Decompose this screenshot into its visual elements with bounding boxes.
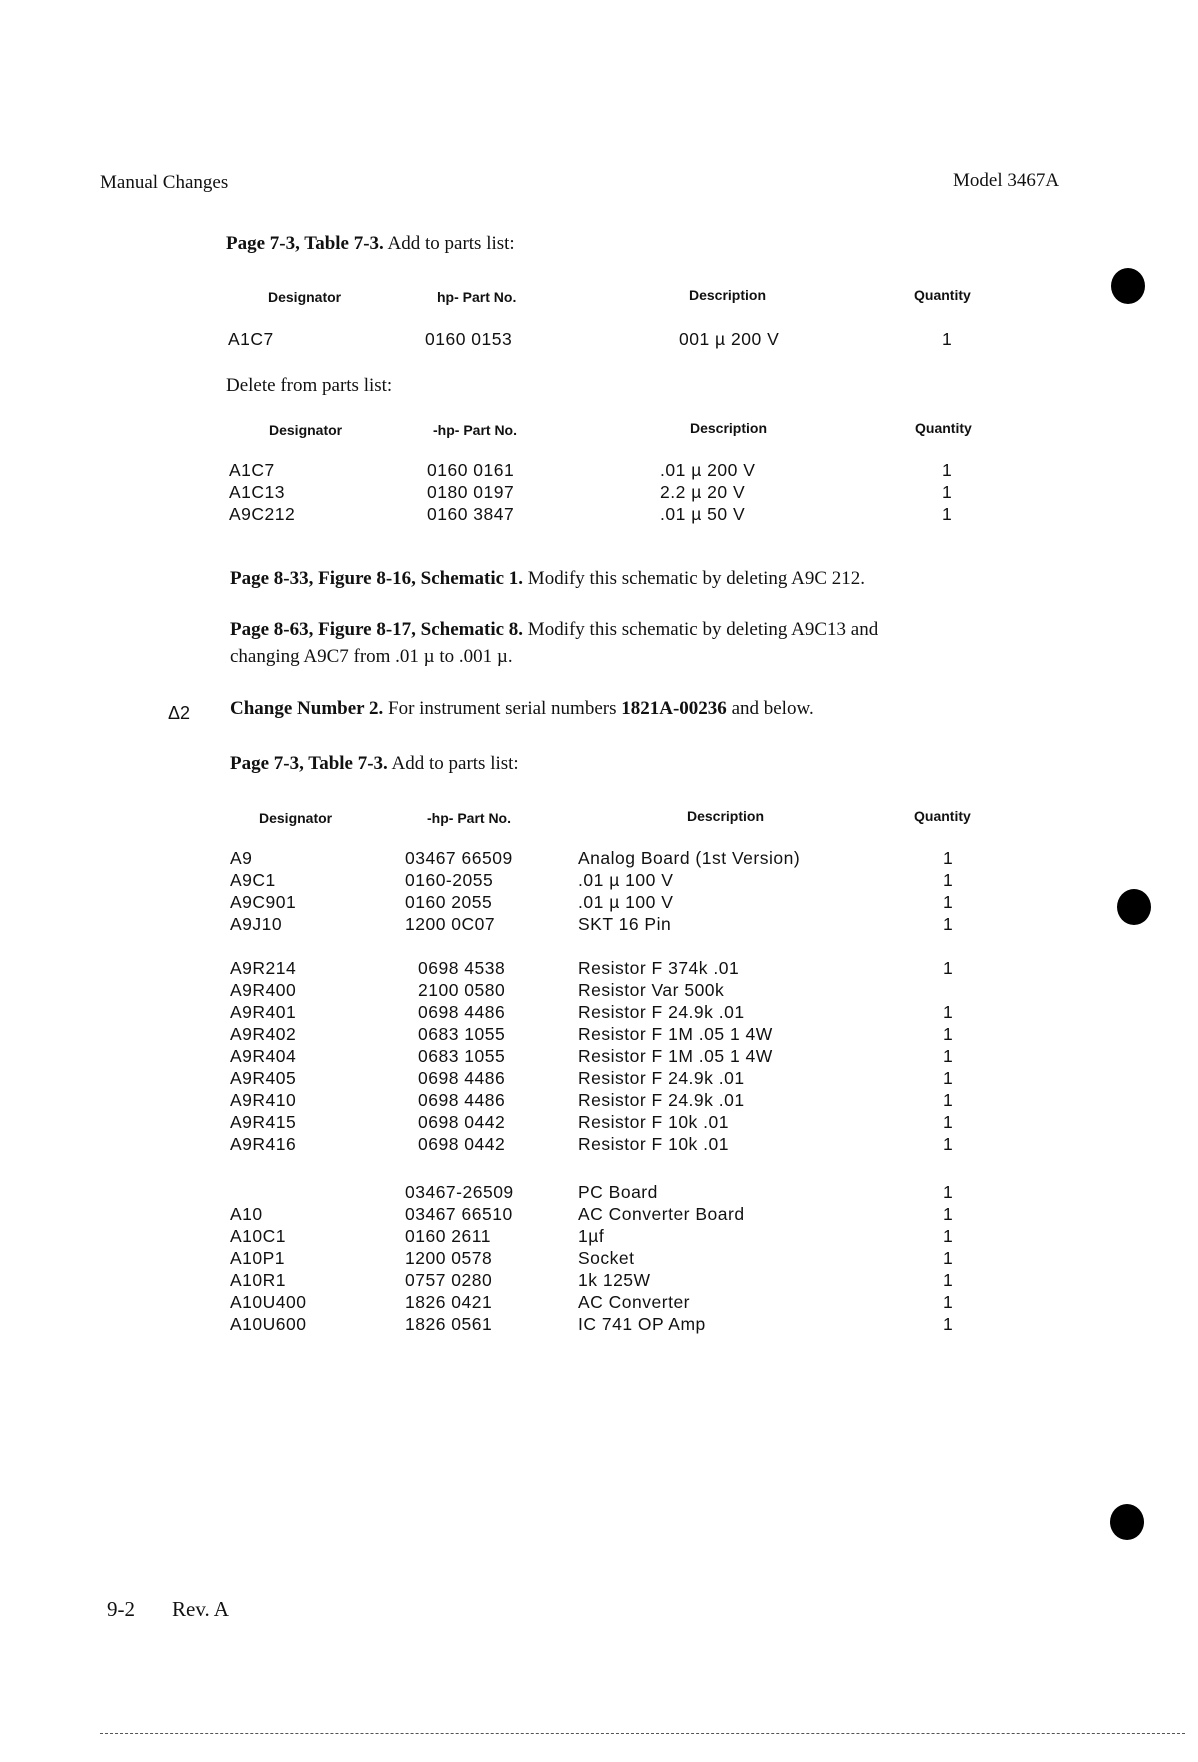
cell-part-no: 0683 1055 (418, 1046, 506, 1066)
cell-quantity: 1 (943, 1046, 954, 1066)
cell-description: 1µf (578, 1226, 605, 1246)
cell-part-no: 1826 0561 (405, 1314, 493, 1334)
cell-designator: A10U600 (230, 1314, 307, 1334)
cell-description: 001 µ 200 V (679, 329, 780, 349)
cell-description: Socket (578, 1248, 635, 1268)
section1-intro (226, 233, 515, 255)
table-row (0, 1270, 1198, 1292)
cell-description: Resistor F 1M .05 1 4W (578, 1046, 773, 1066)
cell-designator: A10R1 (230, 1270, 287, 1290)
col-description: Description (690, 420, 768, 436)
cell-quantity: 1 (942, 460, 953, 480)
cell-description: Analog Board (1st Version) (578, 848, 801, 868)
cell-description: AC Converter Board (578, 1204, 745, 1224)
cell-designator: A9R415 (230, 1112, 297, 1132)
table-row (0, 1292, 1198, 1314)
col-designator: Designator (269, 422, 343, 438)
cell-part-no: 0757 0280 (405, 1270, 493, 1290)
cell-quantity: 1 (943, 1292, 954, 1312)
table-row (0, 958, 1198, 980)
cell-description: Resistor F 374k .01 (578, 958, 740, 978)
cell-description: .01 µ 100 V (578, 870, 674, 890)
cell-quantity: 1 (943, 1270, 954, 1290)
table-row (0, 1046, 1198, 1068)
cell-quantity: 1 (943, 1090, 954, 1110)
note1 (230, 568, 865, 590)
cell-designator: A10C1 (230, 1226, 287, 1246)
table-row (0, 329, 1198, 351)
cell-designator: A9R410 (230, 1090, 297, 1110)
change2-title: Change Number 2. (230, 698, 384, 719)
cell-part-no: 0698 0442 (418, 1112, 506, 1132)
cell-description: Resistor F 24.9k .01 (578, 1090, 745, 1110)
footer-rev: Rev. A (172, 1597, 229, 1621)
note1-text: Modify this schematic by deleting A9C 212. (527, 568, 866, 589)
cell-designator: A9R416 (230, 1134, 297, 1154)
cell-designator: A9 (230, 848, 253, 868)
change-marker: Δ2 (168, 703, 191, 723)
col-quantity: Quantity (914, 287, 971, 303)
table-row (0, 848, 1198, 870)
cell-quantity: 1 (943, 1068, 954, 1088)
cell-quantity: 1 (942, 482, 953, 502)
cell-quantity: 1 (943, 870, 954, 890)
cell-designator: A1C7 (228, 329, 274, 349)
cell-quantity: 1 (943, 1112, 954, 1132)
cell-description: Resistor F 24.9k .01 (578, 1068, 745, 1088)
cell-part-no: 0160 3847 (427, 504, 515, 524)
table-row (0, 1182, 1198, 1204)
cell-description: Resistor Var 500k (578, 980, 725, 1000)
table-row (0, 460, 1198, 482)
table-row (0, 1248, 1198, 1270)
note2-line1 (230, 619, 878, 641)
cell-designator: A9J10 (230, 914, 283, 934)
cell-quantity: 1 (943, 1134, 954, 1154)
cell-part-no: 1826 0421 (405, 1292, 493, 1312)
cell-designator: A10 (230, 1204, 263, 1224)
note2-text1: Modify this schematic by deleting A9C13 and (527, 619, 879, 640)
col-part-no: -hp- Part No. (433, 422, 517, 438)
cell-quantity: 1 (943, 958, 954, 978)
col-designator: Designator (268, 289, 342, 305)
cell-description: 1k 125W (578, 1270, 651, 1290)
cell-quantity: 1 (942, 329, 953, 349)
cell-designator: A9R405 (230, 1068, 297, 1088)
cell-designator: A9R400 (230, 980, 297, 1000)
cell-description: AC Converter (578, 1292, 691, 1312)
col-part-no: hp- Part No. (437, 289, 517, 305)
table-row (0, 1226, 1198, 1248)
table-row (0, 1112, 1198, 1134)
cell-designator: A10U400 (230, 1292, 307, 1312)
cell-quantity: 1 (943, 848, 954, 868)
cell-designator: A1C13 (229, 482, 286, 502)
cell-designator: A9R214 (230, 958, 297, 978)
cell-part-no: 0160-2055 (405, 870, 494, 890)
cell-description: .01 µ 100 V (578, 892, 674, 912)
col-designator: Designator (259, 810, 333, 826)
cell-designator: A9C1 (230, 870, 276, 890)
table-row (0, 1204, 1198, 1226)
header-left: Manual Changes (100, 172, 229, 193)
cell-part-no: 0698 4538 (418, 958, 506, 978)
col-part-no: -hp- Part No. (427, 810, 511, 826)
cell-part-no: 0698 4486 (418, 1002, 506, 1022)
col-quantity: Quantity (915, 420, 972, 436)
table-row (0, 892, 1198, 914)
cell-part-no: 0160 2611 (405, 1226, 491, 1246)
cell-designator: A1C7 (229, 460, 275, 480)
punch-hole (1110, 1504, 1144, 1540)
cell-designator: A10P1 (230, 1248, 286, 1268)
col-description: Description (687, 808, 765, 824)
punch-hole (1111, 268, 1145, 304)
col-description: Description (689, 287, 767, 303)
cell-description: .01 µ 200 V (660, 460, 756, 480)
section1-intro-ref: Page 7-3, Table 7-3. (226, 233, 384, 254)
note2-line2: changing A9C7 from .01 µ to .001 µ. (230, 646, 513, 667)
cell-description: .01 µ 50 V (660, 504, 746, 524)
cell-designator: A9R404 (230, 1046, 297, 1066)
cell-quantity: 1 (943, 1204, 954, 1224)
cell-part-no: 0160 0161 (427, 460, 515, 480)
cell-quantity: 1 (943, 1002, 954, 1022)
cell-quantity: 1 (943, 1248, 954, 1268)
cell-quantity: 1 (943, 1182, 954, 1202)
cell-description: Resistor F 10k .01 (578, 1112, 729, 1132)
cell-description: 2.2 µ 20 V (660, 482, 746, 502)
cell-part-no: 1200 0578 (405, 1248, 493, 1268)
punch-hole (1117, 889, 1151, 925)
cell-part-no: 1200 0C07 (405, 914, 496, 934)
cell-quantity: 1 (943, 1226, 954, 1246)
cell-description: PC Board (578, 1182, 658, 1202)
table-row (0, 1090, 1198, 1112)
table-row (0, 914, 1198, 936)
cell-quantity: 1 (943, 914, 954, 934)
cell-description: SKT 16 Pin (578, 914, 672, 934)
footer-page: 9-2 (107, 1597, 135, 1621)
section1-intro-text: Add to parts list: (387, 233, 515, 254)
change2-serial: 1821A-00236 (621, 698, 727, 719)
cell-designator: A9C212 (229, 504, 296, 524)
table-row (0, 980, 1198, 1002)
cell-part-no: 0160 2055 (405, 892, 493, 912)
cell-part-no: 0180 0197 (427, 482, 515, 502)
cell-designator: A9C901 (230, 892, 297, 912)
note1-ref: Page 8-33, Figure 8-16, Schematic 1. (230, 568, 524, 589)
table-row (0, 1002, 1198, 1024)
cell-description: Resistor F 24.9k .01 (578, 1002, 745, 1022)
cell-quantity: 1 (942, 504, 953, 524)
cell-part-no: 2100 0580 (418, 980, 506, 1000)
cell-part-no: 0698 4486 (418, 1068, 506, 1088)
cell-description: Resistor F 10k .01 (578, 1134, 729, 1154)
table-row (0, 1068, 1198, 1090)
note2-ref: Page 8-63, Figure 8-17, Schematic 8. (230, 619, 524, 640)
section2-intro: Delete from parts list: (226, 375, 393, 396)
cell-part-no: 03467-26509 (405, 1182, 514, 1202)
table-row (0, 504, 1198, 526)
cell-part-no: 0698 4486 (418, 1090, 506, 1110)
cell-description: Resistor F 1M .05 1 4W (578, 1024, 773, 1044)
header-right: Model 3467A (953, 170, 1060, 191)
cell-designator: A9R401 (230, 1002, 297, 1022)
cell-part-no: 03467 66510 (405, 1204, 513, 1224)
cell-quantity: 1 (943, 1024, 954, 1044)
section3-intro-ref: Page 7-3, Table 7-3. (230, 753, 388, 774)
table-row (0, 1314, 1198, 1336)
cell-designator: A9R402 (230, 1024, 297, 1044)
change2-text: For instrument serial numbers (388, 698, 617, 719)
change2-line (230, 698, 814, 720)
table-row (0, 1024, 1198, 1046)
cell-part-no: 0683 1055 (418, 1024, 506, 1044)
cell-description: IC 741 OP Amp (578, 1314, 706, 1334)
cell-quantity: 1 (943, 1314, 954, 1334)
table-row (0, 870, 1198, 892)
cell-part-no: 03467 66509 (405, 848, 513, 868)
cell-part-no: 0698 0442 (418, 1134, 506, 1154)
cell-part-no: 0160 0153 (425, 329, 513, 349)
cell-quantity: 1 (943, 892, 954, 912)
change2-tail: and below. (731, 698, 814, 719)
section3-intro (230, 753, 519, 775)
bottom-rule (100, 1733, 1185, 1734)
table-row (0, 482, 1198, 504)
col-quantity: Quantity (914, 808, 971, 824)
table-row (0, 1134, 1198, 1156)
section3-intro-text: Add to parts list: (391, 753, 519, 774)
